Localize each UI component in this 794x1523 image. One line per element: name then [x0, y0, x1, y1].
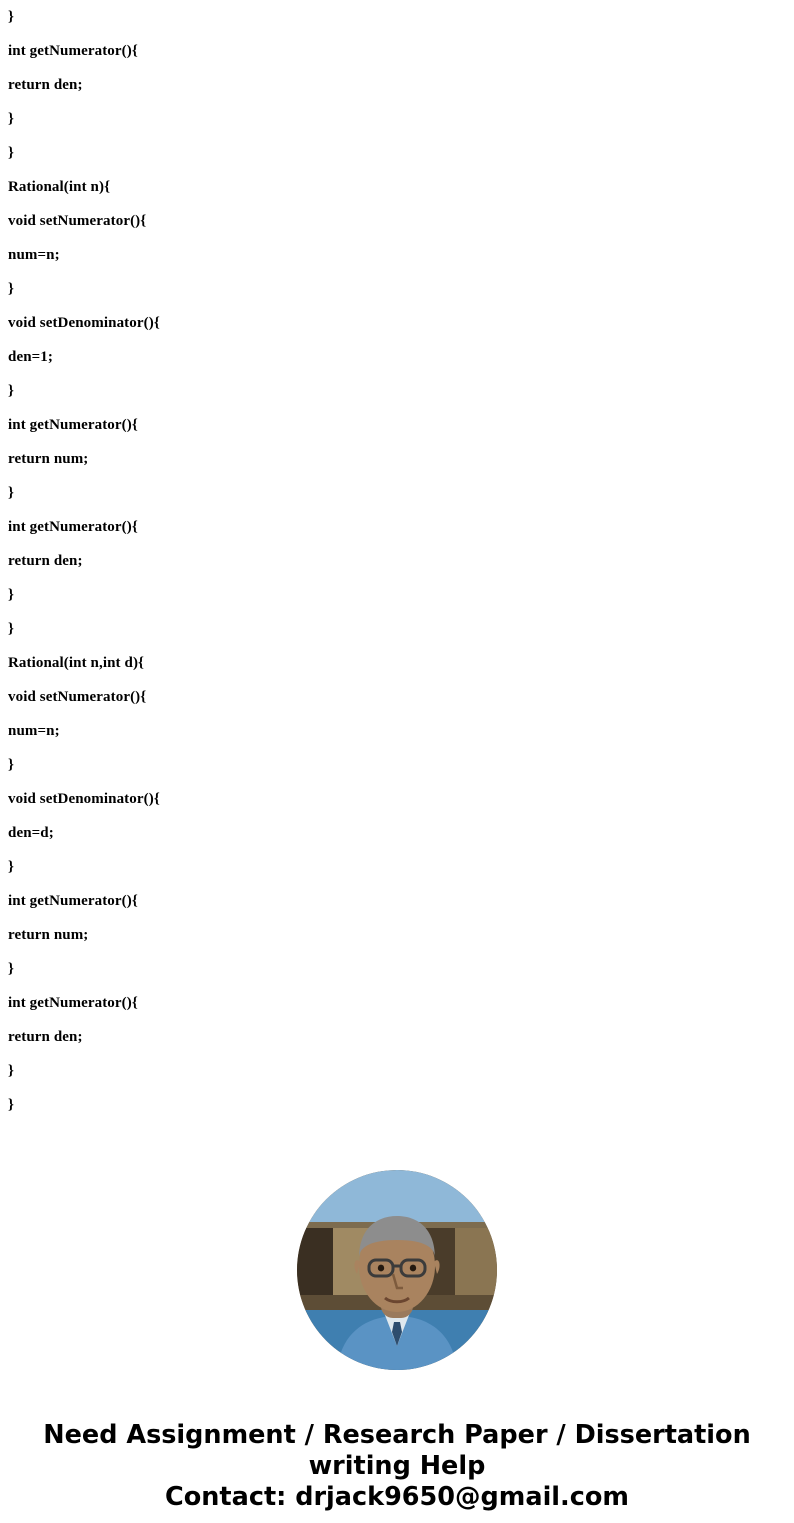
code-line: }: [8, 281, 15, 297]
code-line: num=n;: [8, 723, 60, 739]
code-line: int getNumerator(){: [8, 519, 138, 535]
code-line: void setDenominator(){: [8, 315, 160, 331]
user-portrait-icon: [297, 1170, 497, 1370]
code-line: }: [8, 621, 15, 637]
code-line: }: [8, 587, 15, 603]
code-line: }: [8, 145, 15, 161]
code-line: den=d;: [8, 825, 54, 841]
code-line: }: [8, 111, 15, 127]
code-line: }: [8, 757, 15, 773]
code-line: Rational(int n,int d){: [8, 655, 145, 671]
code-line: }: [8, 485, 15, 501]
code-line: int getNumerator(){: [8, 43, 138, 59]
code-line: return num;: [8, 927, 89, 943]
code-line: Rational(int n){: [8, 179, 111, 195]
code-line: }: [8, 1097, 15, 1113]
code-line: return den;: [8, 77, 83, 93]
code-line: void setDenominator(){: [8, 791, 160, 807]
code-line: }: [8, 961, 15, 977]
code-line: void setNumerator(){: [8, 689, 147, 705]
code-line: den=1;: [8, 349, 53, 365]
code-line: return den;: [8, 553, 83, 569]
code-line: int getNumerator(){: [8, 417, 138, 433]
code-line: return den;: [8, 1029, 83, 1045]
footer-line-1: Need Assignment / Research Paper / Dissertation: [43, 1420, 751, 1450]
avatar: [297, 1170, 497, 1370]
avatar-container: [0, 1170, 794, 1370]
code-line: }: [8, 1063, 15, 1079]
code-line: int getNumerator(){: [8, 995, 138, 1011]
footer: [0, 1420, 794, 1513]
footer-contact: Contact: drjack9650@gmail.com: [165, 1482, 629, 1512]
code-line: return num;: [8, 451, 89, 467]
code-line: }: [8, 859, 15, 875]
footer-line-2: writing Help: [308, 1451, 486, 1481]
code-line: }: [8, 383, 15, 399]
code-line: }: [8, 9, 15, 25]
code-line: num=n;: [8, 247, 60, 263]
code-line: int getNumerator(){: [8, 893, 138, 909]
code-line: void setNumerator(){: [8, 213, 147, 229]
